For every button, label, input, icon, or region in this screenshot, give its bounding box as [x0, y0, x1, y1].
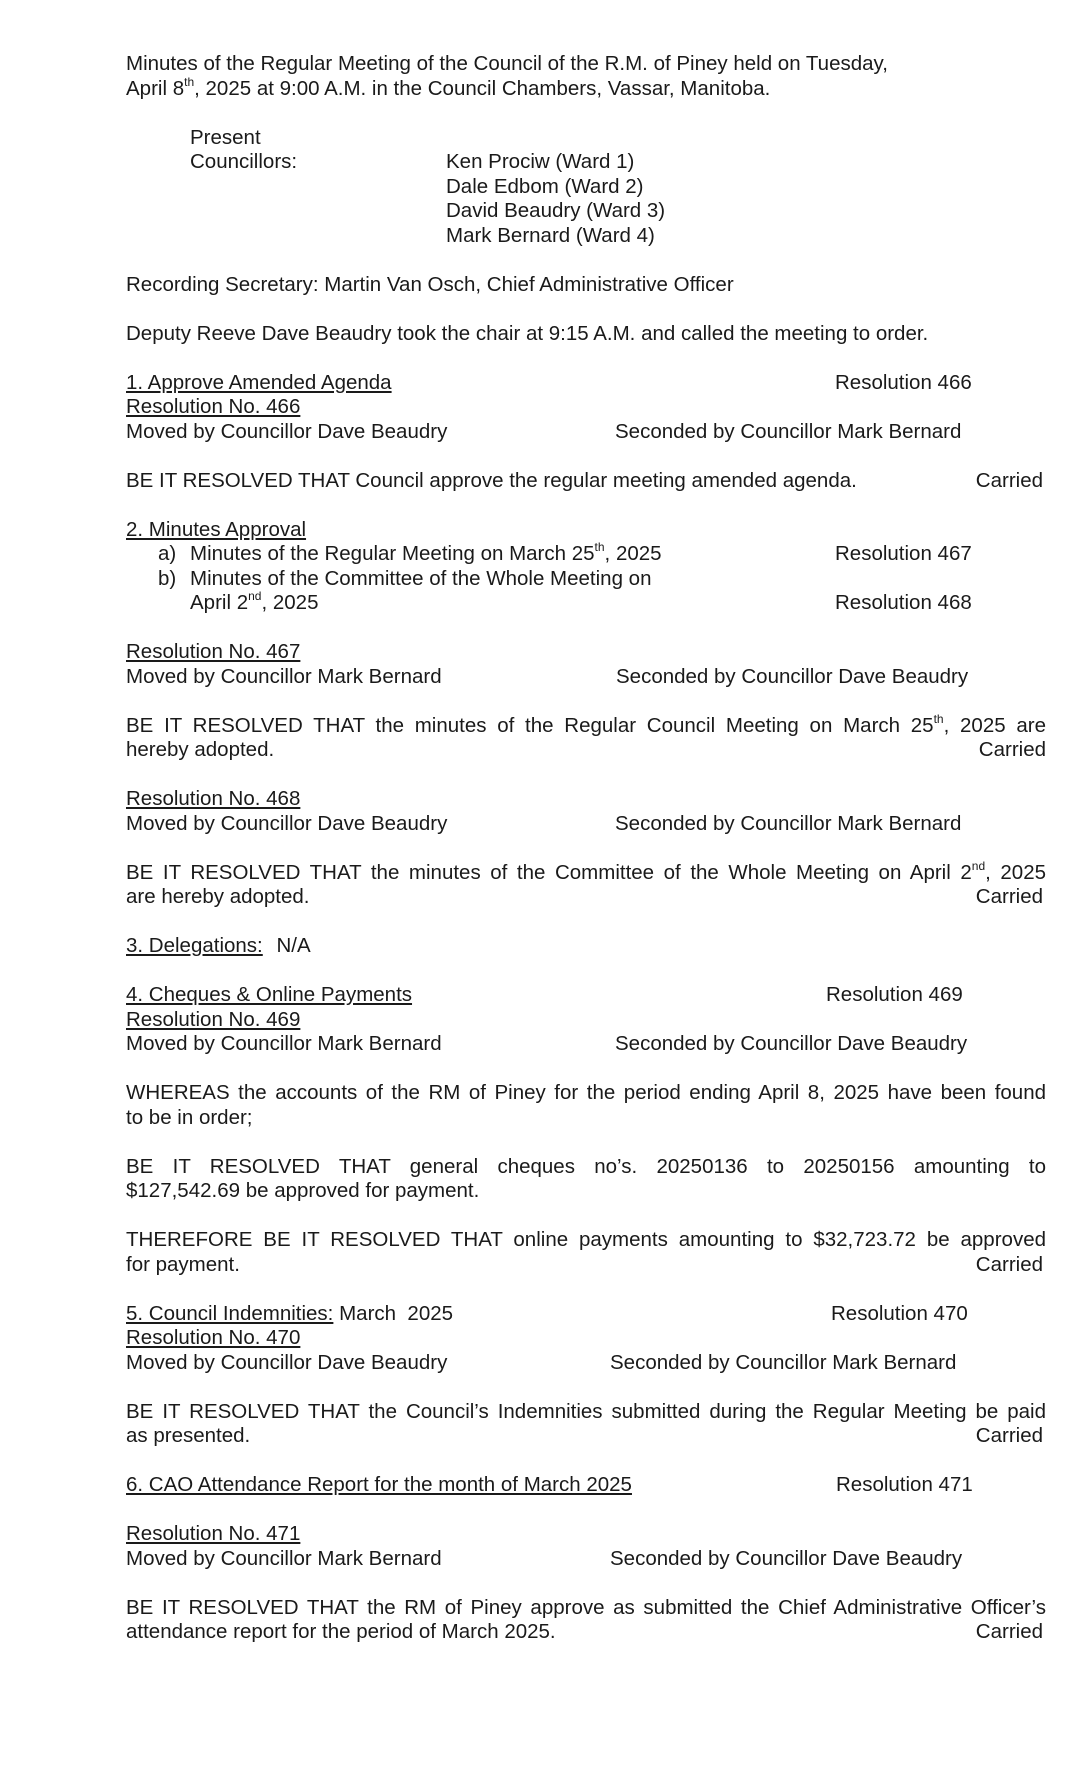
header-line-1 [126, 52, 1046, 77]
resolution-number-row [126, 1522, 1046, 1547]
mover-row [126, 420, 1046, 445]
list-item [126, 567, 1046, 592]
councillor-name: Dale Edbom (Ward 2) [446, 174, 644, 198]
call-to-order: Deputy Reeve Dave Beaudry took the chair at 9:15 A.M. and called the meeting to order. [126, 321, 929, 345]
councillor-name: Ken Prociw (Ward 1) [446, 150, 635, 173]
mover-row [126, 812, 1046, 837]
mover-row [126, 1032, 1046, 1057]
section-title: 1. Approve Amended Agenda [126, 370, 392, 394]
resolution-text-row [126, 1253, 1046, 1278]
carried-label: Carried [975, 1424, 1043, 1447]
councillor-row [126, 224, 1046, 249]
resolution-text: BE IT RESOLVED THAT the RM of Piney approve as submitted the Chief Administrative Officer’s [126, 1595, 1046, 1619]
section-title: 3. Delegations: [126, 934, 263, 957]
resolution-text-row [126, 738, 1046, 763]
councillor-row [126, 150, 1046, 175]
header-location: , 2025 at 9:00 A.M. in the Council Chambers, Vassar, Manitoba. [194, 76, 771, 100]
resolution-text: , 2025 are [943, 713, 1046, 737]
whereas-text: WHEREAS the accounts of the RM of Piney for the period ending April 8, 2025 have been found [126, 1081, 1046, 1104]
resolution-text: hereby adopted. [126, 738, 275, 761]
resolution-tag: Resolution 468 [835, 591, 972, 614]
seconded-by: Seconded by Councillor Dave Beaudry [616, 664, 969, 688]
moved-by: Moved by Councillor Mark Bernard [126, 1032, 442, 1055]
list-item-text: , 2025 [604, 542, 662, 565]
section-heading-row [126, 1473, 1046, 1498]
section-heading-row [126, 1302, 1046, 1327]
resolution-text: as presented. [126, 1424, 251, 1447]
resolution-tag: Resolution 470 [831, 1301, 968, 1325]
ordinal-suffix: th [184, 74, 195, 89]
moved-by: Moved by Councillor Mark Bernard [126, 664, 442, 688]
section-title: 2. Minutes Approval [126, 517, 307, 541]
resolution-text: BE IT RESOLVED THAT Council approve the regular meeting amended agenda. [126, 468, 857, 492]
resolution-number-row [126, 1008, 1046, 1033]
ordinal-suffix: th [594, 540, 605, 555]
moved-by: Moved by Councillor Dave Beaudry [126, 419, 448, 443]
seconded-by: Seconded by Councillor Dave Beaudry [615, 1032, 968, 1055]
resolution-text: $127,542.69 be approved for payment. [126, 1179, 480, 1202]
resolution-tag: Resolution 466 [835, 370, 972, 394]
resolution-text: attendance report for the period of March 2025. [126, 1620, 556, 1643]
delegations-value: N/A [276, 934, 311, 957]
resolution-text: BE IT RESOLVED THAT the Council’s Indemnities submitted during the Regular Meeting be paid [126, 1399, 1046, 1423]
seconded-by: Seconded by Councillor Mark Bernard [615, 419, 962, 443]
list-item-text: Minutes of the Committee of the Whole Meeting on [190, 566, 652, 590]
resolution-tag: Resolution 471 [836, 1473, 973, 1496]
seconded-by: Seconded by Councillor Dave Beaudry [610, 1546, 963, 1570]
resolution-number-row [126, 1326, 1046, 1351]
seconded-by: Seconded by Councillor Mark Bernard [610, 1350, 957, 1374]
section-title: 6. CAO Attendance Report for the month of March 2025 [126, 1473, 632, 1496]
section-title: 4. Cheques & Online Payments [126, 983, 413, 1006]
councillor-name: David Beaudry (Ward 3) [446, 199, 666, 222]
ordinal-suffix: th [933, 711, 944, 726]
carried-label: Carried [975, 1252, 1043, 1276]
list-item-continuation [126, 591, 1046, 616]
resolution-text-row [126, 858, 1046, 886]
list-item-text: Minutes of the Regular Meeting on March 25 [190, 542, 595, 565]
list-marker: b) [158, 566, 177, 590]
resolution-text: BE IT RESOLVED THAT the minutes of the Committee of the Whole Meeting on April 2 [126, 860, 972, 884]
section-heading-row [126, 371, 1046, 396]
present-label: Present [190, 125, 261, 149]
mover-row [126, 1547, 1046, 1572]
section-title: 5. Council Indemnities: [126, 1301, 334, 1325]
section-title-suffix: March 2025 [333, 1301, 454, 1325]
resolution-text-row [126, 469, 1046, 494]
resolution-number-row [126, 787, 1046, 812]
header-date: April 8 [126, 76, 185, 100]
ordinal-suffix: nd [971, 858, 986, 873]
header-line-2 [126, 74, 1046, 102]
councillor-row [126, 199, 1046, 224]
resolution-number: Resolution No. 470 [126, 1326, 301, 1349]
resolution-number-row [126, 640, 1046, 665]
resolution-number: Resolution No. 466 [126, 395, 301, 418]
resolution-tag: Resolution 467 [835, 542, 972, 565]
resolution-number-row [126, 395, 1046, 420]
resolution-text-row [126, 1424, 1046, 1449]
moved-by: Moved by Councillor Dave Beaudry [126, 1350, 448, 1374]
moved-by: Moved by Councillor Mark Bernard [126, 1546, 442, 1570]
resolution-text-row [126, 711, 1046, 739]
resolution-text: BE IT RESOLVED THAT general cheques no’s. 20250136 to 20250156 amounting to [126, 1154, 1046, 1178]
section-heading-row [126, 934, 1046, 959]
carried-label: Carried [975, 885, 1043, 908]
minutes-document [126, 52, 1046, 1645]
resolution-text: THEREFORE BE IT RESOLVED THAT online payments amounting to $32,723.72 be approved [126, 1228, 1046, 1251]
carried-label: Carried [978, 738, 1046, 761]
section-heading-row [126, 518, 1046, 543]
resolution-number: Resolution No. 467 [126, 640, 301, 663]
resolution-number: Resolution No. 471 [126, 1522, 301, 1545]
header-text: Minutes of the Regular Meeting of the Council of the R.M. of Piney held on Tuesday, [126, 52, 888, 75]
list-marker: a) [158, 542, 177, 565]
moved-by: Moved by Councillor Dave Beaudry [126, 811, 448, 835]
resolution-number: Resolution No. 468 [126, 787, 301, 810]
resolution-text: BE IT RESOLVED THAT the minutes of the Regular Council Meeting on March 25 [126, 713, 934, 737]
councillor-name: Mark Bernard (Ward 4) [446, 223, 655, 247]
carried-label: Carried [975, 468, 1043, 492]
section-heading-row [126, 983, 1046, 1008]
recording-secretary: Recording Secretary: Martin Van Osch, Chief Administrative Officer [126, 272, 734, 296]
resolution-text-row [126, 1620, 1046, 1645]
ordinal-suffix: nd [248, 589, 262, 604]
councillor-row [126, 175, 1046, 200]
resolution-tag: Resolution 469 [826, 983, 963, 1006]
list-item-text: April 2 [190, 591, 249, 614]
whereas-text: to be in order; [126, 1105, 253, 1129]
seconded-by: Seconded by Councillor Mark Bernard [615, 811, 962, 835]
carried-label: Carried [975, 1620, 1043, 1643]
resolution-text: for payment. [126, 1252, 240, 1276]
resolution-text-row [126, 885, 1046, 910]
resolution-text: are hereby adopted. [126, 885, 310, 908]
mover-row [126, 665, 1046, 690]
councillors-label: Councillors: [190, 150, 298, 173]
resolution-number: Resolution No. 469 [126, 1007, 301, 1031]
list-item-text: , 2025 [261, 591, 319, 614]
resolution-text: , 2025 [985, 860, 1046, 884]
mover-row [126, 1351, 1046, 1376]
list-item [126, 542, 1046, 567]
